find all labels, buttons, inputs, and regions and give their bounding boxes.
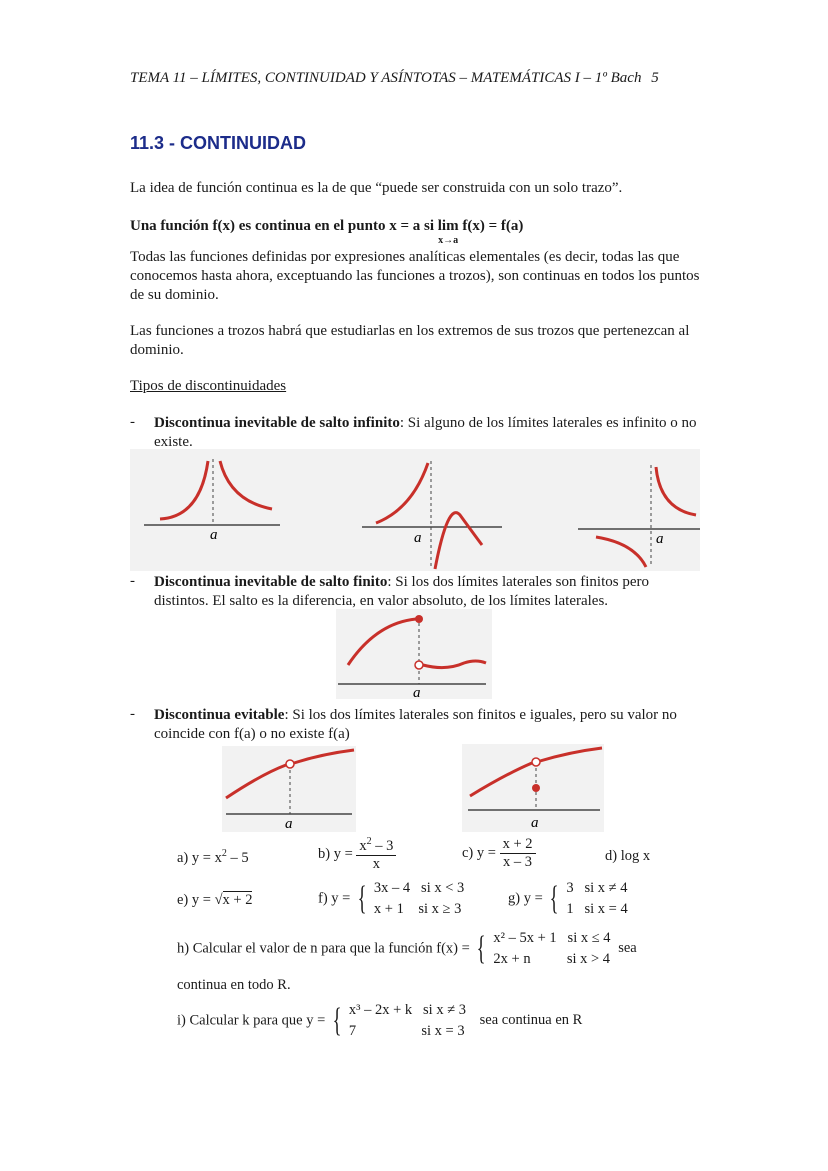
case-2: x + 1 si x ≥ 3 (373, 901, 462, 917)
curve-left-branch (376, 463, 428, 523)
exercise-h-tail: sea (618, 940, 637, 957)
exponent: 2 (221, 848, 227, 859)
open-point (286, 760, 294, 768)
definition-rest: f(x) = f(a) (462, 218, 524, 234)
graph-panel-1 (144, 459, 280, 543)
type-name: Discontinua inevitable de salto finito (154, 574, 388, 590)
curve-right-branch (423, 661, 486, 668)
case-1: 3x – 4 si x < 3 (373, 880, 465, 896)
header-text: TEMA 11 – LÍMITES, CONTINUIDAD Y ASÍNTOTAS – MATEMÁTICAS I – 1º Bach (130, 70, 642, 86)
type-finite-jump (154, 573, 706, 611)
open-point (415, 661, 423, 669)
exercise-i (177, 1000, 582, 1042)
case-1: x³ – 2x + k si x ≠ 3 (348, 1002, 467, 1018)
curve-right-branch (294, 750, 354, 763)
exercise-a-label: a) y = x (177, 849, 222, 866)
axis-label-a: a (414, 530, 422, 546)
exercise-h-label: h) Calcular el valor de n para que la función f(x) = (177, 940, 470, 957)
left-brace-icon: { (332, 1002, 342, 1039)
removable-figure-2 (462, 744, 604, 832)
exercise-g-label: g) y = (508, 890, 543, 907)
exercise-f (318, 878, 464, 920)
limit-subscript: x→a (438, 235, 459, 246)
case-2: 1 si x = 4 (566, 901, 628, 917)
intro-paragraph: La idea de función continua es la de que “puede ser construida con un solo trazo”. (130, 180, 623, 196)
piecewise-cases (349, 1000, 466, 1042)
denominator: x – 3 (503, 854, 533, 870)
left-brace-icon: { (357, 880, 367, 917)
running-header (130, 70, 710, 87)
curve-left-branch (226, 765, 286, 798)
limit-notation (438, 217, 459, 246)
case-1: x² – 5x + 1 si x ≤ 4 (493, 930, 611, 946)
exercise-c (462, 836, 536, 871)
exercise-i-tail: sea continua en R (479, 1012, 583, 1029)
left-brace-icon: { (550, 880, 560, 917)
case-2: 2x + n si x > 4 (493, 951, 611, 967)
exercise-g (508, 878, 628, 920)
type-description: : Si alguno de los límites laterales es infinito o no existe. (154, 415, 697, 450)
exercise-e (177, 892, 252, 909)
radicand: x + 2 (222, 892, 253, 908)
piecewise-cases (493, 928, 610, 970)
curve-left-branch (348, 619, 416, 665)
piecewise-cases (374, 878, 464, 920)
curve-right-branch (656, 467, 696, 515)
curve-left-branch (470, 763, 532, 796)
paragraph-elementary: Todas las funciones definidas por expresiones analíticas elementales (es decir, todas las que conocemos hasta ahora, exceptuando las funciones a trozos), son continuas en todos los puntos de su dominio. (130, 249, 700, 303)
exercise-b (318, 836, 396, 873)
closed-point (415, 615, 423, 623)
curve-right-branch (540, 748, 602, 761)
types-title: Tipos de discontinuidades (130, 378, 287, 394)
curve-left-branch (160, 461, 208, 519)
numerator: x + 2 (500, 836, 536, 854)
type-name: Discontinua evitable (154, 707, 285, 723)
curve-left-branch (596, 537, 646, 567)
curve-right-branch (220, 461, 272, 509)
exercise-c-label: c) y = (462, 844, 496, 861)
fraction (356, 836, 396, 873)
graph-panel-2 (362, 461, 502, 569)
exercise-h-line2: continua en todo R. (177, 977, 291, 993)
bullet-dash: - (130, 706, 135, 722)
displaced-point (532, 784, 540, 792)
exercise-a (177, 848, 249, 867)
fraction (500, 836, 536, 871)
exercise-i-label: i) Calcular k para que y = (177, 1012, 326, 1029)
exercise-d: d) log x (605, 848, 651, 864)
exercise-e-label: e) y = (177, 892, 211, 908)
case-1: 3 si x ≠ 4 (566, 880, 628, 896)
finite-jump-figure (336, 609, 492, 699)
exercise-b-label: b) y = (318, 845, 353, 862)
infinite-jump-figure (130, 449, 700, 571)
removable-figure-1 (222, 746, 356, 832)
axis-label-a: a (285, 816, 293, 832)
exercise-f-label: f) y = (318, 890, 351, 907)
type-name: Discontinua inevitable de salto infinito (154, 415, 400, 431)
open-point (532, 758, 540, 766)
axis-label-a: a (531, 815, 539, 831)
case-2: 7 si x = 3 (348, 1023, 465, 1039)
bullet-dash: - (130, 414, 135, 430)
continuity-definition (130, 217, 710, 246)
type-infinite-jump (154, 414, 706, 452)
axis-label-a: a (656, 531, 664, 547)
graph-panel-3 (578, 465, 700, 567)
numerator (356, 836, 396, 856)
axis-label-a: a (413, 685, 421, 699)
limit-word: lim (437, 218, 459, 234)
section-title: 11.3 - CONTINUIDAD (130, 133, 307, 153)
paragraph-piecewise: Las funciones a trozos habrá que estudiarlas en los extremos de sus trozos que pertenezcan al dominio. (130, 323, 690, 358)
definition-lead: Una función f(x) es continua en el punto x = a si (130, 218, 434, 234)
numerator-rest: – 3 (371, 837, 394, 854)
sqrt-icon: √ (214, 892, 223, 908)
denominator: x (372, 855, 381, 872)
piecewise-cases (566, 878, 627, 920)
type-description: : Si los dos límites laterales son finitos pero distintos. El salto es la diferencia, en valor absoluto, de los límites laterales. (154, 574, 650, 609)
type-description: : Si los dos límites laterales son finitos e iguales, pero su valor no coincide con f(a) o no existe f(a) (154, 707, 677, 742)
type-removable (154, 706, 706, 744)
page-number: 5 (651, 70, 659, 86)
axis-label-a: a (210, 527, 218, 543)
bullet-dash: - (130, 573, 135, 589)
curve-right-branch (435, 513, 482, 569)
exercise-a-rest: – 5 (226, 849, 249, 866)
left-brace-icon: { (477, 930, 487, 967)
exercise-h (177, 928, 637, 970)
exponent: 2 (366, 836, 372, 847)
numerator-base: x (359, 837, 367, 854)
